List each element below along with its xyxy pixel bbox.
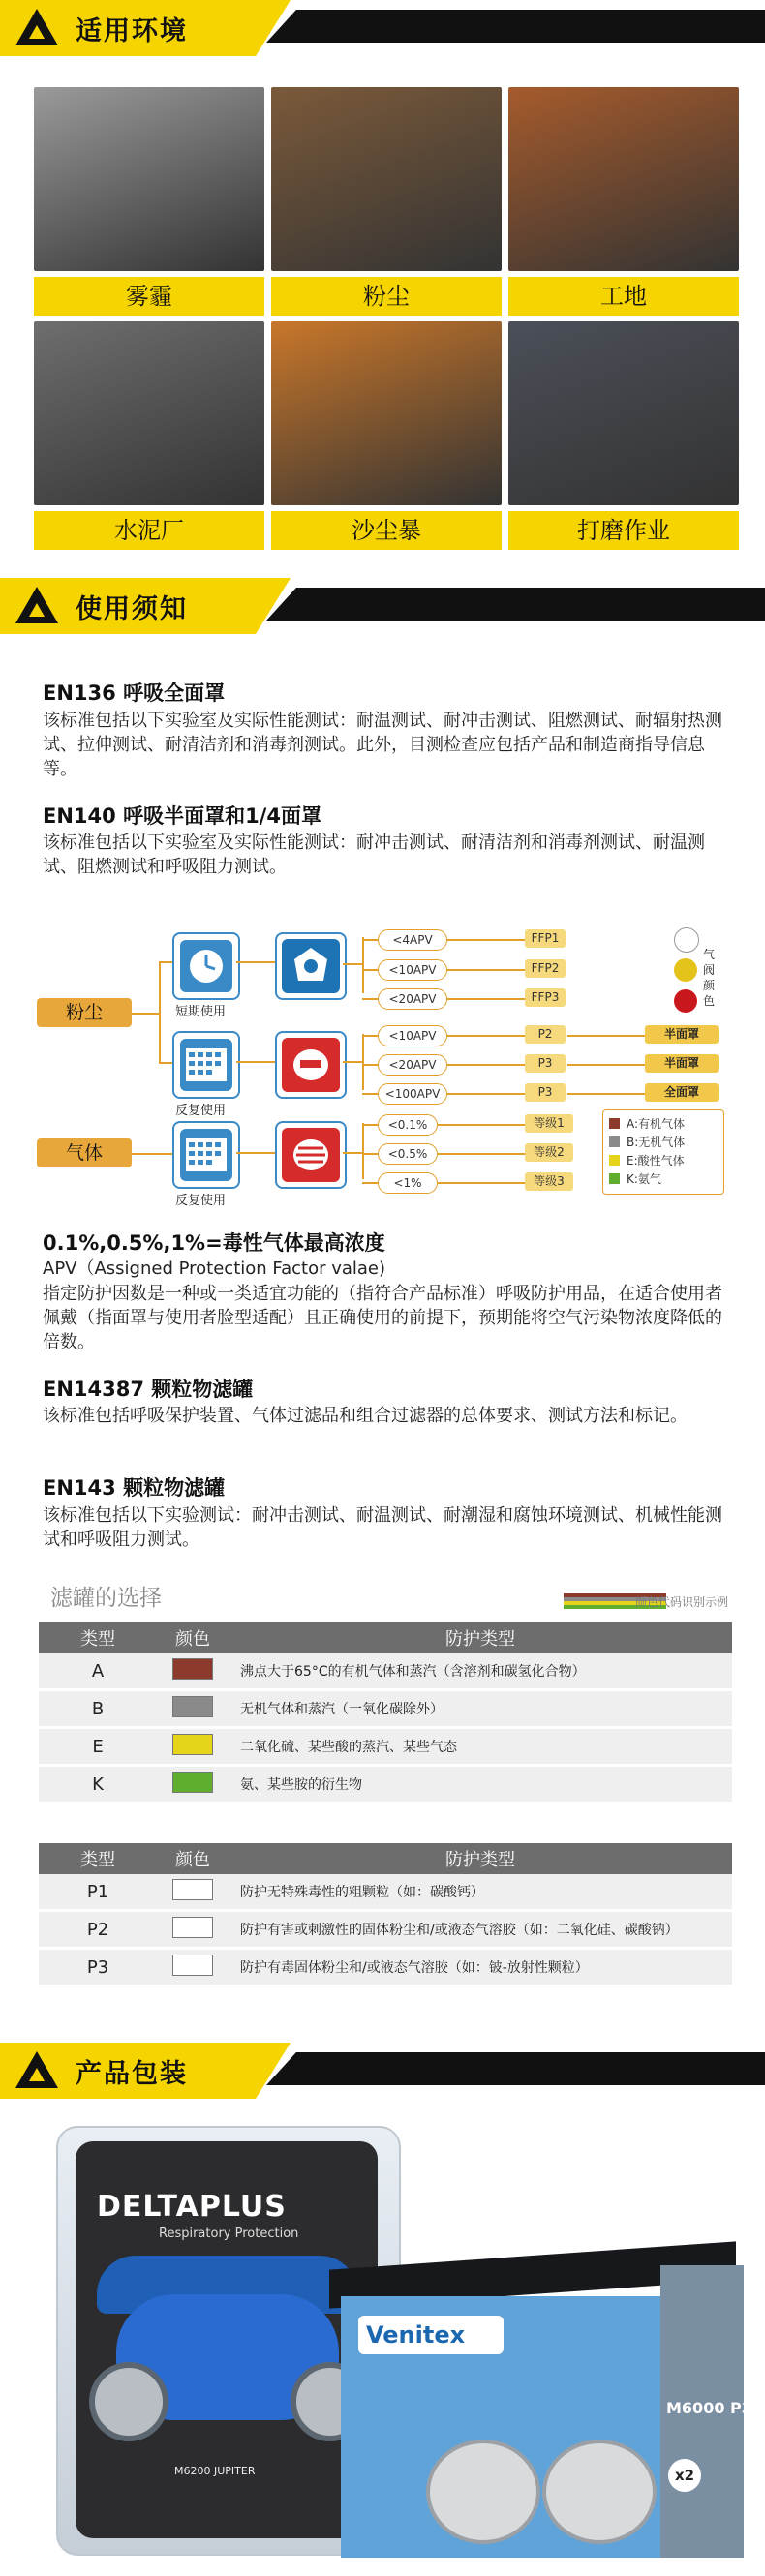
short-use-label: 短期使用	[175, 1005, 227, 1019]
legend-swatch	[609, 1173, 620, 1184]
mask-type: 全面罩	[645, 1083, 719, 1102]
dust-label: 粉尘	[37, 998, 132, 1027]
gas-pct-pill: <0.1%	[378, 1114, 438, 1136]
filter-disc-2	[542, 2440, 657, 2544]
col-type: 类型	[39, 1622, 157, 1653]
type-cell: E	[39, 1728, 157, 1766]
env-caption: 粉尘	[271, 277, 502, 316]
disposable-mask-icon	[275, 932, 347, 1000]
apv-pill: <20APV	[378, 988, 447, 1010]
type-cell: A	[39, 1653, 157, 1690]
warning-triangle-icon	[15, 587, 58, 623]
protection-cell: 无机气体和蒸汽（一氧化碳除外）	[229, 1690, 732, 1728]
apv-pill: <10APV	[378, 1025, 447, 1046]
table-row	[39, 1690, 732, 1728]
ffp-label: FFP1	[525, 929, 566, 948]
legend-swatch	[609, 1118, 620, 1129]
warning-triangle-icon	[15, 2051, 58, 2088]
p-label: P2	[525, 1025, 566, 1044]
p-label: P3	[525, 1054, 566, 1073]
col-color: 颜色	[157, 1622, 229, 1653]
mask-type: 半面罩	[645, 1054, 719, 1073]
valve-colors-label: 气阀颜色	[703, 948, 716, 1008]
protection-cell: 二氧化硫、某些酸的蒸汽、某些气态	[229, 1728, 732, 1766]
reuse-label-2: 反复使用	[175, 1194, 227, 1208]
env-photo	[34, 321, 264, 505]
env-caption: 工地	[508, 277, 739, 316]
deltaplus-brand: DELTAPLUS	[97, 2190, 287, 2224]
gas-level: 等级2	[525, 1143, 573, 1162]
reuse-label-1: 反复使用	[175, 1104, 227, 1118]
filter-title: 滤罐的选择	[50, 1586, 162, 1611]
filter-cartridge-icon	[275, 1031, 347, 1099]
apv-pill: <10APV	[378, 959, 447, 981]
protection-cell: 防护无特殊毒性的粗颗粒（如：碳酸钙）	[229, 1874, 732, 1911]
color-swatch	[172, 1955, 213, 1976]
gas-label: 气体	[37, 1138, 132, 1167]
en140-text: 该标准包括以下实验室及实际性能测试：耐冲击测试、耐清洁剂和消毒剂测试、耐温测试、阻燃测试和呼吸阻力测试。	[43, 833, 705, 877]
table-row	[39, 1653, 732, 1690]
notes-banner	[0, 578, 765, 634]
en143-text: 该标准包括以下实验测试：耐冲击测试、耐温测试、耐潮湿和腐蚀环境测试、机械性能测试和呼吸阻力测试。	[43, 1505, 722, 1550]
col-protection: 防护类型	[229, 1843, 732, 1874]
venitex-logo: Venitex	[366, 2321, 466, 2349]
count-badge: x2	[668, 2459, 701, 2492]
gas-pct-pill: <0.5%	[378, 1143, 438, 1165]
color-swatch	[172, 1772, 213, 1793]
gas-level: 等级1	[525, 1114, 573, 1133]
environment-banner	[0, 0, 765, 56]
clock-icon	[172, 932, 240, 1000]
en136-text: 该标准包括以下实验室及实际性能测试：耐温测试、耐冲击测试、阻燃测试、耐辐射热测试、拉伸测试、耐清洁剂和消毒剂测试。此外，目测检查应包括产品和制造商指导信息等。	[43, 711, 722, 779]
apv-heading: APV（Assigned Protection Factor valae)	[43, 1258, 386, 1279]
protection-cell: 沸点大于65°C的有机气体和蒸汽（含溶剂和碳氢化合物）	[229, 1653, 732, 1690]
notes-title: 使用须知	[76, 594, 188, 624]
particle-filter-table	[39, 1843, 732, 1987]
concentration-heading: 0.1%,0.5%,1%=毒性气体最高浓度	[43, 1231, 385, 1255]
env-photo	[271, 321, 502, 505]
en136-heading: EN136 呼吸全面罩	[43, 682, 226, 705]
warning-triangle-icon	[15, 9, 58, 45]
p-label: P3	[525, 1083, 566, 1102]
col-color: 颜色	[157, 1843, 229, 1874]
apv-text: 指定防护因数是一种或一类适宜功能的（指符合产品标准）呼吸防护用品，在适合使用者佩戴（指面罩与使用者脸型适配）且正确使用的前提下，预期能将空气污染物浓度降低的倍数。	[43, 1284, 722, 1352]
col-type: 类型	[39, 1843, 157, 1874]
en140-heading: EN140 呼吸半面罩和1/4面罩	[43, 804, 321, 828]
valve-red-icon	[674, 989, 697, 1013]
left-filter	[89, 2362, 168, 2441]
gas-cartridge-icon	[275, 1121, 347, 1189]
table-row	[39, 1766, 732, 1803]
gas-legend	[602, 1109, 724, 1195]
protection-cell: 防护有害或刺激性的固体粉尘和/或液态气溶胶（如：二氧化硅、碳酸钠）	[229, 1911, 732, 1949]
type-cell: K	[39, 1766, 157, 1803]
apv-pill: <4APV	[378, 929, 447, 951]
ffp-label: FFP3	[525, 988, 566, 1007]
color-swatch	[172, 1734, 213, 1755]
color-swatch	[172, 1696, 213, 1717]
brand-sub: Respiratory Protection	[159, 2227, 299, 2241]
valve-yellow-icon	[674, 958, 697, 982]
legend-text: A:有机气体	[627, 1117, 686, 1131]
package-title: 产品包装	[76, 2059, 188, 2089]
table-row	[39, 1874, 732, 1911]
type-cell: P1	[39, 1874, 157, 1911]
env-caption: 沙尘暴	[271, 511, 502, 550]
environment-title: 适用环境	[76, 16, 188, 46]
table-row	[39, 1728, 732, 1766]
box-model: M6000 P3	[666, 2399, 752, 2417]
filter-disc-1	[426, 2440, 540, 2544]
legend-text: K:氨气	[627, 1172, 661, 1186]
en143-heading: EN143 颗粒物滤罐	[43, 1476, 226, 1500]
type-cell: P2	[39, 1911, 157, 1949]
env-photo	[34, 87, 264, 271]
col-protection: 防护类型	[229, 1622, 732, 1653]
color-swatch	[172, 1879, 213, 1900]
color-code-note: 颜色代码识别示例	[635, 1595, 729, 1609]
mask-type: 半面罩	[645, 1025, 719, 1044]
legend-swatch	[609, 1136, 620, 1147]
valve-white-icon	[674, 927, 699, 953]
model-label: M6200 JUPITER	[174, 2465, 256, 2477]
en14387-text: 该标准包括呼吸保护装置、气体过滤品和组合过滤器的总体要求、测试方法和标记。	[43, 1406, 688, 1426]
legend-text: B:无机气体	[627, 1136, 686, 1149]
color-swatch	[172, 1658, 213, 1680]
env-photo	[508, 87, 739, 271]
type-cell: B	[39, 1690, 157, 1728]
table-row	[39, 1949, 732, 1986]
env-caption: 雾霾	[34, 277, 264, 316]
package-banner	[0, 2043, 765, 2099]
calendar-icon	[172, 1031, 240, 1099]
ffp-label: FFP2	[525, 959, 566, 978]
gas-level: 等级3	[525, 1172, 573, 1191]
gas-pct-pill: <1%	[378, 1172, 438, 1194]
env-caption: 水泥厂	[34, 511, 264, 550]
type-cell: P3	[39, 1949, 157, 1986]
apv-pill: <100APV	[378, 1083, 447, 1105]
color-swatch	[172, 1917, 213, 1938]
env-caption: 打磨作业	[508, 511, 739, 550]
legend-text: E:酸性气体	[627, 1154, 685, 1167]
protection-cell: 防护有毒固体粉尘和/或液态气溶胶（如：铍-放射性颗粒）	[229, 1949, 732, 1986]
gas-filter-table	[39, 1622, 732, 1804]
env-photo	[271, 87, 502, 271]
apv-pill: <20APV	[378, 1054, 447, 1076]
calendar-icon	[172, 1121, 240, 1189]
table-row	[39, 1911, 732, 1949]
en14387-heading: EN14387 颗粒物滤罐	[43, 1378, 254, 1401]
legend-swatch	[609, 1155, 620, 1166]
env-photo	[508, 321, 739, 505]
protection-cell: 氨、某些胺的衍生物	[229, 1766, 732, 1803]
